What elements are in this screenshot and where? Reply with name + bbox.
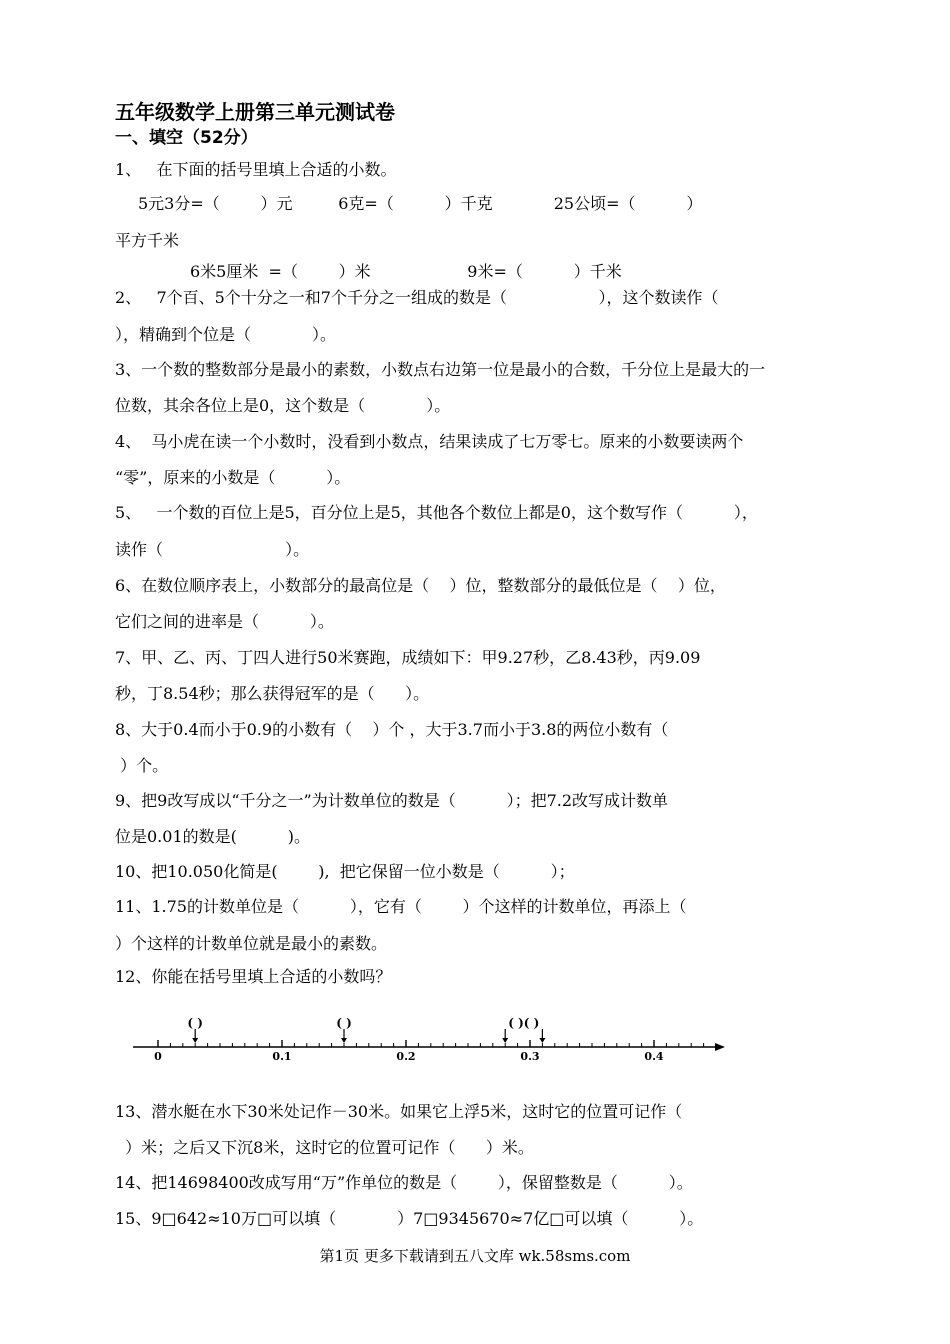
value-arrow-head — [539, 1038, 545, 1043]
question-2: 2、 7个百、5个十分之一和7个千分之一组成的数是（ ），这个数读作（ — [115, 288, 719, 307]
question-11-cont: ）个这样的计数单位就是最小的素数。 — [115, 934, 388, 953]
page-title: 五年级数学上册第三单元测试卷 — [115, 100, 395, 124]
question-6-cont: 它们之间的进率是（ ）。 — [115, 612, 334, 631]
question-4-cont: “零”，原来的小数是（ ）。 — [115, 468, 351, 487]
question-3: 3、一个数的整数部分是最小的素数，小数点右边第一位是最小的合数，千分位上是最大的一 — [115, 360, 766, 379]
question-15: 15、9□642≈10万□可以填（ ）7□9345670≈7亿□可以填（ ）。 — [115, 1209, 704, 1228]
question-1: 1、 在下面的括号里填上合适的小数。 — [115, 160, 397, 179]
tick-label: 0.2 — [396, 1050, 416, 1063]
question-2-cont: ），精确到个位是（ ）。 — [115, 325, 337, 344]
question-1-line-b: 平方千米 — [115, 231, 180, 250]
question-5-cont: 读作（ ）。 — [115, 540, 310, 559]
question-7: 7、甲、乙、丙、丁四人进行50米赛跑，成绩如下：甲9.27秒，乙8.43秒，丙9.09 — [115, 648, 701, 667]
question-1-line-a: 5元3分=（ ）元 6克=（ ）千克 25公顷=（ ） — [138, 194, 703, 213]
tick-label: 0.4 — [644, 1050, 664, 1063]
section-heading: 一、填空（52分） — [115, 128, 258, 148]
question-10: 10、把10.050化简是( ), 把它保留一位小数是（ ）； — [115, 862, 575, 881]
page-footer: 第1页 更多下载请到五八文库 wk.58sms.com — [319, 1247, 631, 1265]
question-12: 12、你能在括号里填上合适的小数吗？ — [115, 967, 392, 986]
value-arrow-head — [502, 1038, 508, 1043]
answer-blank: ( ) — [187, 1016, 203, 1030]
question-13: 13、潜水艇在水下30米处记作－30米。如果它上浮5米，这时它的位置可记作（ — [115, 1102, 683, 1121]
answer-blank: ( ) — [336, 1016, 352, 1030]
tick-label: 0.1 — [272, 1050, 292, 1063]
tick-label: 0 — [154, 1050, 162, 1063]
question-8: 8、大于0.4而小于0.9的小数有（ ）个 ，大于3.7而小于3.8的两位小数有（ — [115, 720, 669, 739]
number-line-arrowhead — [715, 1043, 725, 1051]
value-arrow-head — [341, 1038, 347, 1043]
tick-label: 0.3 — [520, 1050, 540, 1063]
question-7-cont: 秒，丁8.54秒；那么获得冠军的是（ ）。 — [115, 684, 430, 703]
question-4: 4、 马小虎在读一个小数时，没看到小数点，结果读成了七万零七。原来的小数要读两个 — [115, 432, 744, 451]
question-9: 9、把9改写成以“千分之一”为计数单位的数是（ ）；把7.2改写成计数单 — [115, 791, 669, 810]
question-9-cont: 位是0.01的数是( )。 — [115, 827, 310, 846]
question-8-cont: ）个。 — [115, 756, 169, 775]
question-14: 14、把14698400改成写用“万”作单位的数是（ ），保留整数是（ ）。 — [115, 1173, 693, 1192]
question-6: 6、在数位顺序表上，小数部分的最高位是（ ）位，整数部分的最低位是（ ）位， — [115, 576, 726, 595]
value-arrow-head — [192, 1038, 198, 1043]
question-3-cont: 位数，其余各位上是0，这个数是（ ）。 — [115, 396, 451, 415]
question-5: 5、 一个数的百位上是5，百分位上是5，其他各个数位上都是0，这个数写作（ ）， — [115, 503, 758, 522]
question-1-line-c: 6米5厘米 =（ ）米 9米=（ ）千米 — [190, 262, 622, 281]
question-11: 11、1.75的计数单位是（ ），它有（ ）个这样的计数单位，再添上（ — [115, 897, 687, 916]
number-line-figure — [115, 1005, 735, 1075]
question-13-cont: ）米；之后又下沉8米，这时它的位置可记作（ ）米。 — [115, 1138, 534, 1157]
answer-blank: ( )( ) — [508, 1016, 540, 1030]
